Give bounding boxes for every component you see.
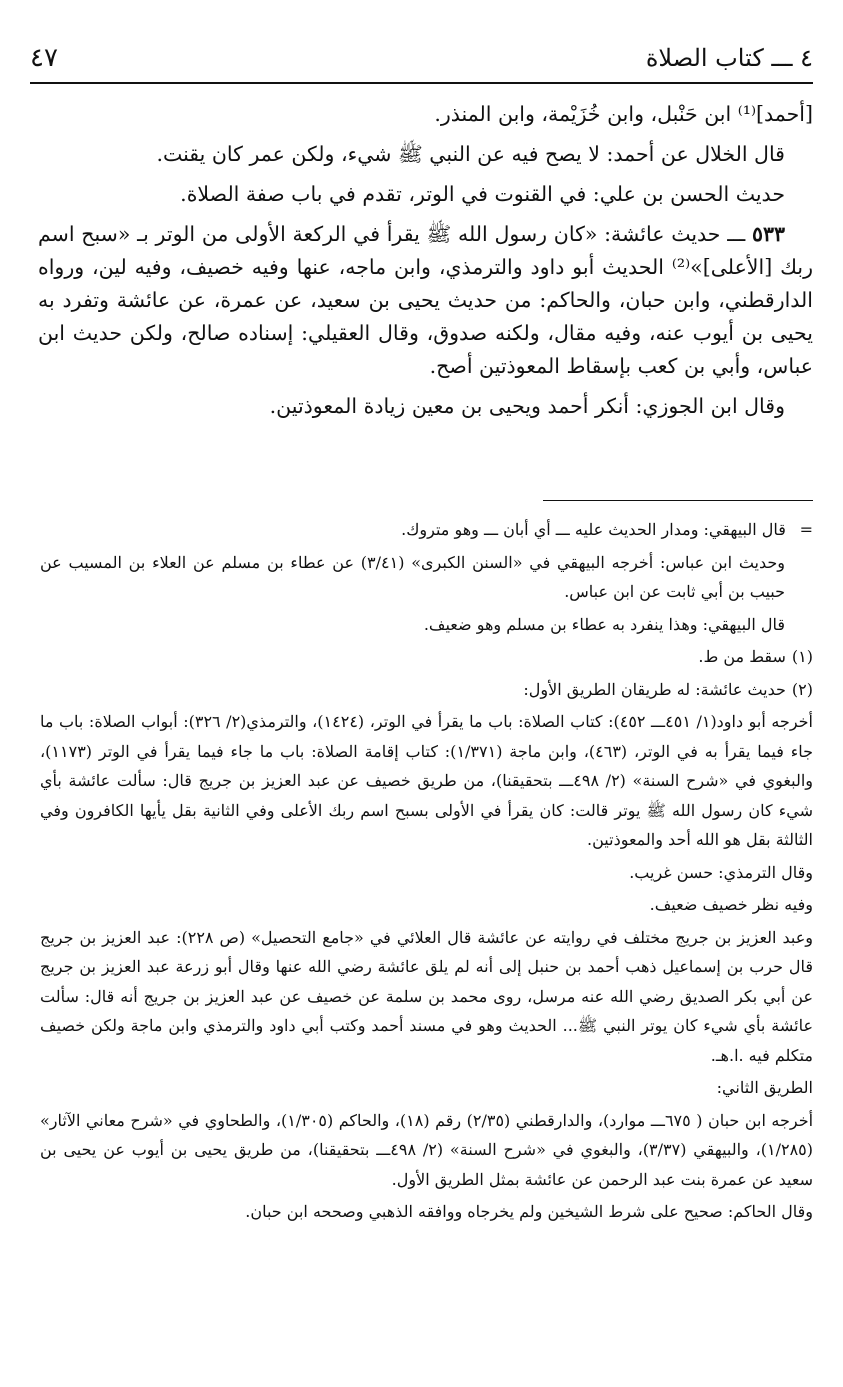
main-paragraph-3: حديث الحسن بن علي: في القنوت في الوتر، تقدم في باب صفة الصلاة. — [180, 182, 785, 206]
footnote-marker-2: (٢) — [791, 679, 813, 699]
main-text — [38, 98, 813, 423]
footnotes — [40, 515, 813, 1230]
footnote-continuation — [40, 515, 813, 545]
footnote-line: قال البيهقي: ومدار الحديث عليه ـــ أي أبان ـــ وهو متروك. — [401, 520, 786, 539]
footnote-paragraph: أخرجه ابن حبان ( ٦٧٥ـــ موارد)، والدارقطني (٢/٣٥) رقم (١٨)، والحاكم (١/٣٠٥)، والطحاوي في «شرح معاني الآثار» (١/٢٨٥)، والبيهقي (٣/٣٧)، والبغوي في «شرح السنة» (٢/ ٤٩٨ـــ بتحقيقنا)، من طريق يحيى بن أيوب عن يحيى بن سعيد عن عمرة بنت عبد الرحمن عن عائشة بمثل الطريق الأول. — [40, 1110, 814, 1189]
footnote-paragraph: وقال الترمذي: حسن غريب. — [629, 862, 813, 882]
footnote-1-text: سقط من ط. — [698, 647, 786, 666]
main-paragraph-2: قال الخلال عن أحمد: لا يصح فيه عن النبي ﷺ شيء، ولكن عمر كان يقنت. — [156, 142, 785, 166]
footnote-paragraph: وفيه نظر خصيف ضعيف. — [649, 895, 813, 914]
footnote-paragraph: وقال الحاكم: صحيح على شرط الشيخين ولم يخرجاه ووافقه الذهبي وصححه ابن حبان. — [245, 1202, 813, 1221]
main-paragraph-1: [أحمد]⁽¹⁾ ابن حَنْبل، وابن خُزَيْمة، وابن المنذر. — [434, 102, 813, 126]
main-paragraph-hadith — [38, 218, 813, 383]
chapter-title: ٤ ـــ كتاب الصلاة — [645, 44, 813, 72]
page-number: ٤٧ — [30, 43, 58, 73]
footnote-2 — [40, 675, 813, 705]
footnote-1 — [40, 642, 813, 672]
main-paragraph-5: وقال ابن الجوزي: أنكر أحمد ويحيى بن معين زيادة المعوذتين. — [269, 394, 785, 418]
footnote-paragraph: وحديث ابن عباس: أخرجه البيهقي في «السنن الكبرى» (٣/٤١) عن عطاء بن مسلم عن العلاء بن المسيب عن حبيب بن أبي ثابت عن ابن عباس. — [40, 552, 785, 601]
hadith-number: ٥٣٣ — [751, 222, 785, 246]
footnote-paragraph: الطريق الثاني: — [716, 1078, 813, 1097]
footnote-paragraph: قال البيهقي: وهذا ينفرد به عطاء بن مسلم وهو ضعيف. — [423, 614, 785, 634]
footnote-2-text: حديث عائشة: له طريقان الطريق الأول: — [523, 679, 786, 699]
hadith-text: ـــ حديث عائشة: «كان رسول الله ﷺ يقرأ في الركعة الأولى من الوتر بـ «سبح اسم ربك [الأعلى]»⁽²⁾ الحديث أبو داود والترمذي، وابن ماجه، عنها وفيه خصيف، وفيه لين، ورواه الدارقطني، وابن حبان، والحاكم: من حديث يحيى بن سعيد، عن عمرة، عن عائشة وتفرد به يحيى بن أيوب عنه، وفيه مقال، ولكنه صدوق، وقال العقيلي: إسناده صالح، ولكن حديث ابن عباس، وأبي بن كعب بإسقاط المعوذتين أصح. — [38, 222, 813, 378]
header-rule — [30, 82, 813, 84]
footnote-separator — [543, 500, 813, 501]
footnote-paragraph: أخرجه أبو داود(١/ ٤٥١ـــ ٤٥٢): كتاب الصلاة: باب ما يقرأ في الوتر، (١٤٢٤)، والترمذي(٢/ ٣٢٦): أبواب الصلاة: باب ما جاء فيما يقرأ به في الوتر، (٤٦٣)، وابن ماجة (١/٣٧١): كتاب إقامة الصلاة: باب ما جاء فيما يقرأ في الوتر (١١٧٣)، والبغوي في «شرح السنة» (٢/ ٤٩٨ـــ بتحقيقنا)، من طريق خصيف عن عبد العزيز بن جريج قال: سألت عائشة بأي شيء كان رسول الله ﷺ يوتر قالت: كان يقرأ في الأولى بسبح اسم ربك الأعلى وفي الثانية بقل يأيها الكافرون وفي الثالثة بقل هو الله أحد والمعوذتين. — [40, 712, 814, 849]
page-header — [30, 38, 813, 78]
continuation-marker: = — [799, 520, 813, 539]
footnote-paragraph: وعبد العزيز بن جريج مختلف في روايته عن عائشة قال العلائي في «جامع التحصيل» (ص ٢٢٨): عبد العزيز بن جريج قال حرب بن إسماعيل ذهب أحمد بن حنبل إلى أنه لم يلق عائشة رضي الله عنها وقال أبو زرعة عبد العزيز بن جريج عن أبي بكر الصديق رضي الله عنه مرسل، روى محمد بن سلمة عن خصيف عن عبد العزيز بن جريج أنه قال: سألت عائشة بأي شيء كان يوتر النبي ﷺ... الحديث وهو في مسند أحمد وكتب أبي داود والترمذي وابن ماجة ولكن خصيف متكلم فيه .ا.هـ. — [40, 927, 813, 1065]
footnote-marker-1: (١) — [791, 647, 813, 666]
